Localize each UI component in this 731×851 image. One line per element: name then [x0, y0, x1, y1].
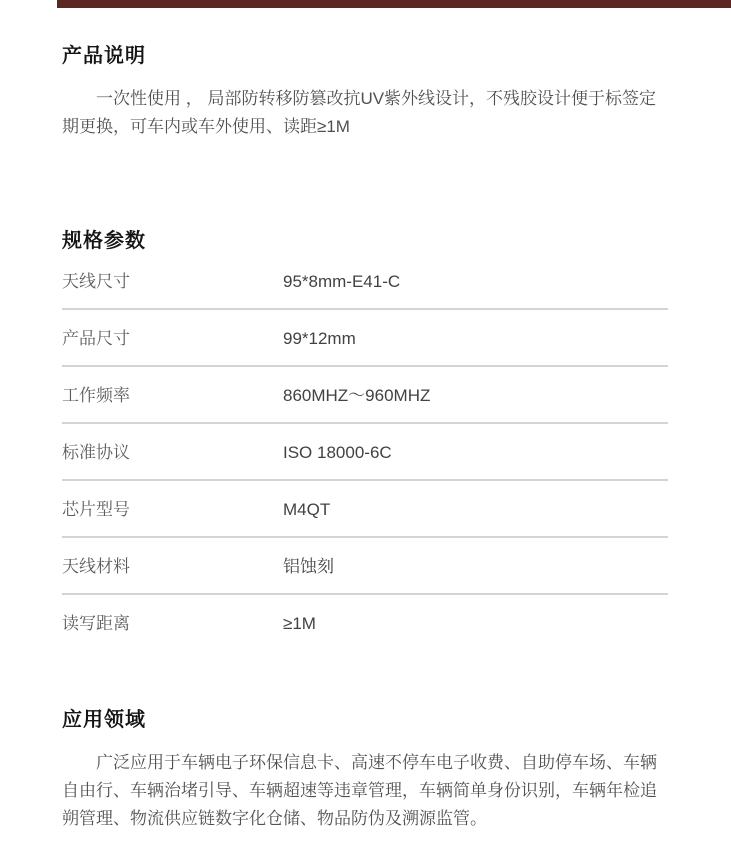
product-description-text: 一次性使用 ， 局部防转移防篡改抗UV紫外线设计，不残胶设计便于标签定期更换，可车内或车外使用、读距≥1M [62, 89, 657, 136]
spec-row-value: M4QT [283, 500, 331, 519]
spec-table [62, 253, 668, 650]
spec-table-row [62, 481, 668, 538]
spec-table-row [62, 595, 668, 650]
specifications-heading: 规格参数 [62, 230, 146, 252]
spec-row-label: 天线尺寸 [62, 272, 130, 291]
applications-text: 广泛应用于车辆电子环保信息卡、高速不停车电子收费、自助停车场、车辆自由行、车辆治堵引导、车辆超速等违章管理，车辆简单身份识别，车辆年检追朔管理、物流供应链数字化仓储、物品防伪及溯源监管。 [62, 753, 657, 828]
spec-table-row [62, 253, 668, 310]
spec-table-row [62, 424, 668, 481]
product-detail-content [62, 8, 668, 833]
spec-row-label: 天线材料 [62, 557, 130, 576]
spec-table-row [62, 538, 668, 595]
spec-table-row [62, 310, 668, 367]
spec-row-label: 工作频率 [62, 386, 130, 405]
spec-row-value: ISO 18000-6C [283, 443, 392, 462]
spec-row-value: 铝蚀刻 [283, 557, 334, 576]
top-banner-edge [57, 0, 731, 8]
spec-row-label: 芯片型号 [62, 500, 130, 519]
spec-row-label: 产品尺寸 [62, 329, 130, 348]
product-description-heading: 产品说明 [62, 45, 146, 67]
applications-heading: 应用领域 [62, 709, 146, 731]
spec-row-label: 读写距离 [62, 614, 130, 633]
spec-table-row [62, 367, 668, 424]
spec-row-value: 99*12mm [283, 329, 356, 348]
spec-row-value: ≥1M [283, 614, 316, 633]
spec-row-value: 95*8mm-E41-C [283, 272, 401, 291]
spec-row-value: 860MHZ～960MHZ [283, 386, 431, 405]
spec-row-label: 标准协议 [62, 443, 130, 462]
